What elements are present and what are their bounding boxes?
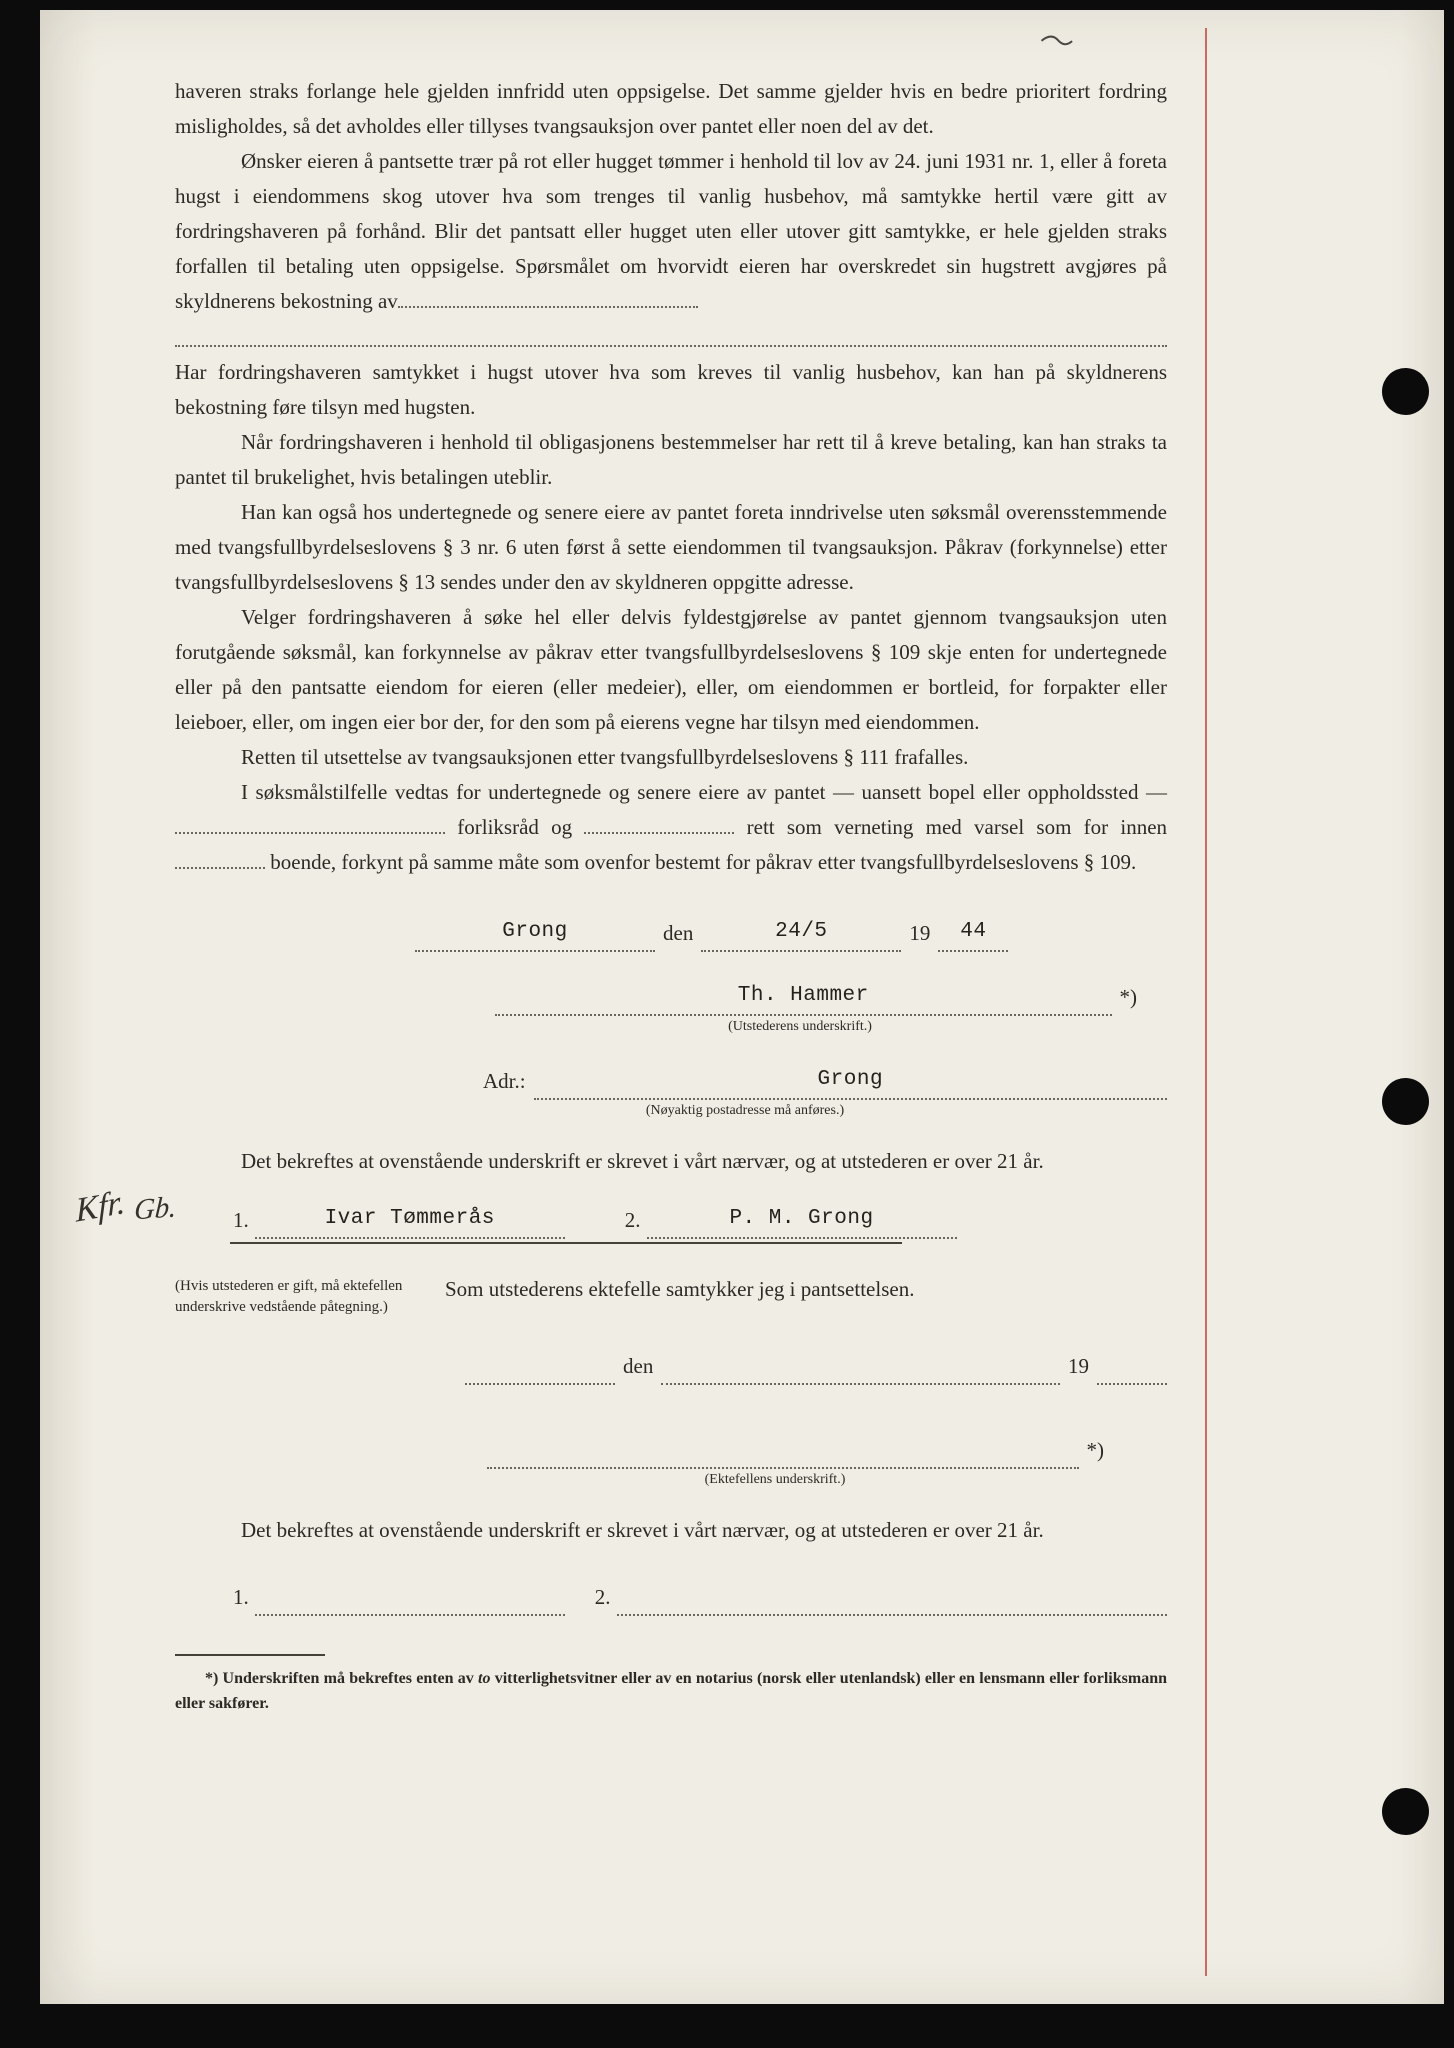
spouse-note: (Hvis utstederen er gift, må ektefellen underskrive vedstående påtegning.) [175, 1278, 403, 1315]
spouse-date-line [465, 1349, 1167, 1385]
paragraph-text: rett som verneting med varsel som for innen [746, 815, 1168, 839]
fill-in-line [584, 820, 734, 834]
witness-attestation-2: Det bekreftes at ovenstående underskrift er skrevet i vårt nærvær, og at utstederen er over 21 år. [241, 1518, 1044, 1542]
fill-in-line [175, 855, 265, 869]
spouse-year-field [1097, 1355, 1167, 1385]
paragraph-text: boende, forkynt på samme måte som ovenfor bestemt for påkrav etter tvangsfullbyrdelseslovens § 109. [270, 850, 1137, 874]
spouse-signature-field [487, 1439, 1079, 1469]
footnote-reference: *) [1119, 985, 1137, 1009]
payment-right-paragraph: Når fordringshaveren i henhold til obligasjonens bestemmelser har rett til å kreve betaling, kan han straks ta pantet til brukelighet, hvis betalingen uteblir. [175, 430, 1167, 489]
auction-paragraph: Velger fordringshaveren å søke hel eller delvis fyldestgjørelse av pantet gjennom tvangsauksjon uten forutgående søksmål, kan forkynnelse av påkrav etter tvangsfullbyrdelseslovens § 109 skje enten for undertegnede eller på den pantsatte eiendom for eieren (eller medeier), eller, om eiendommen er bortleid, for forpakter eller leieboer, eller, om ingen eier bor der, for den som på eierens vegne har tilsyn med eiendommen. [175, 605, 1167, 734]
waiver-paragraph: Retten til utsettelse av tvangsauksjonen etter tvangsfullbyrdelseslovens § 111 frafalles. [241, 745, 969, 769]
witness-signatures-line [75, 1183, 1167, 1239]
witness-1-signature-field [255, 1586, 565, 1616]
witness-2-signature-field [617, 1586, 1168, 1616]
date-field: 24/5 [701, 914, 901, 952]
issuer-signature-line [495, 978, 1145, 1016]
spouse-signature-caption: (Ektefellens underskrift.) [704, 1472, 846, 1487]
place-field: Grong [415, 914, 655, 952]
witness-2-number: 2. [624, 1208, 641, 1232]
den-label: den [663, 921, 694, 945]
witness-2-signature-field: P. M. Grong [647, 1201, 957, 1239]
issuer-signature-field: Th. Hammer [495, 978, 1112, 1016]
fill-in-line [175, 319, 1167, 347]
spouse-date-field [661, 1355, 1060, 1385]
handwritten-mark: Kfr. [75, 1183, 126, 1230]
date-line [415, 914, 1167, 952]
fill-in-line [175, 820, 445, 834]
paragraph-text: forliksråd og [457, 815, 573, 839]
fill-in-line [398, 294, 698, 308]
footnote-text [175, 1666, 1167, 1716]
spouse-place-field [465, 1355, 615, 1385]
spouse-consent-text: Som utstederens ektefelle samtykker jeg i pantsettelsen. [445, 1277, 915, 1301]
footnote-lead: *) Underskriften må bekreftes enten av [205, 1670, 479, 1687]
paragraph-text: Ønsker eieren å pantsette trær på rot eller hugget tømmer i henhold til lov av 24. juni 1931 nr. 1, eller å foreta hugst i eiendommens skog utover hva som trenges til vanlig husbehov, må samtykke hertil være gitt av fordringshaveren på forhånd. Blir det pantsatt eller hugget uten eller utover gitt samtykke, er hele gjelden straks forfallen til betaling uten oppsigelse. Spørsmålet om hvorvidt eieren har overskredet sin hugstrett avgjøres på skyldnerens bekostning av [175, 149, 1167, 313]
spouse-signature-line [487, 1433, 1112, 1469]
underline-rule [230, 1242, 902, 1244]
witness-1-number: 1. [233, 1208, 249, 1232]
spouse-consent-section [175, 1272, 1167, 1489]
pen-squiggle-mark [1039, 29, 1076, 52]
inspection-paragraph: Har fordringshaveren samtykket i hugst utover hva som kreves til vanlig husbehov, kan han på skyldnerens bekostning føre tilsyn med hugsten. [175, 360, 1167, 419]
witness-signatures-line-2 [175, 1580, 1167, 1616]
venue-paragraph [175, 775, 1167, 880]
continuation-paragraph: haveren straks forlange hele gjelden innfridd uten oppsigelse. Det samme gjelder hvis en bedre prioritert fordring misligholdes, så det avholdes eller tillyses tvangsauksjon over pantet eller noen del av det. [175, 79, 1167, 138]
timber-clause-paragraph [175, 144, 1167, 319]
witness-attestation: Det bekreftes at ovenstående underskrift er skrevet i vårt nærvær, og at utstederen er over 21 år. [241, 1149, 1044, 1173]
witness-1-signature-field: Ivar Tømmerås [255, 1201, 565, 1239]
page-content [75, 74, 1168, 1716]
witness-1-number: 1. [233, 1585, 249, 1609]
issuer-signature-caption: (Utstederens underskrift.) [728, 1019, 872, 1034]
handwritten-initials [75, 1177, 184, 1230]
address-field: Grong [534, 1062, 1167, 1100]
footnote-emphasis: to [478, 1670, 491, 1687]
spouse-consent-block [433, 1272, 1167, 1489]
address-line [475, 1062, 1167, 1100]
punch-hole-bottom [1382, 1788, 1429, 1835]
witness-2-number: 2. [594, 1585, 611, 1609]
year-field: 44 [938, 914, 1008, 952]
handwritten-mark: Gb. [132, 1190, 178, 1227]
den-label: den [623, 1354, 654, 1378]
document-page [40, 10, 1444, 2004]
margin-ruler-line [1205, 28, 1207, 1976]
address-label: Adr.: [483, 1069, 526, 1093]
punch-hole-top [1382, 368, 1429, 415]
century-label: 19 [1068, 1354, 1089, 1378]
footnote-separator-rule [175, 1654, 325, 1656]
century-label: 19 [909, 921, 931, 945]
paragraph-text: I søksmålstilfelle vedtas for undertegnede og senere eiere av pantet — uansett bopel eller oppholdssted — [241, 780, 1167, 804]
footnote-reference: *) [1086, 1438, 1104, 1462]
footnote-rest: vitterlighetsvitner eller av en notarius (norsk eller utenlandsk) eller en lensmann eller forliksmann eller sakfører. [175, 1670, 1167, 1712]
punch-hole-middle [1382, 1078, 1429, 1125]
enforcement-paragraph: Han kan også hos undertegnede og senere eiere av pantet foreta inndrivelse uten søksmål overensstemmende med tvangsfullbyrdelseslovens § 3 nr. 6 uten først å sette eiendommen til tvangsauksjon. Påkrav (forkynnelse) etter tvangsfullbyrdelseslovens § 13 sendes under den av skyldneren oppgitte adresse. [175, 500, 1167, 594]
address-caption: (Nøyaktig postadresse må anføres.) [645, 1103, 845, 1118]
